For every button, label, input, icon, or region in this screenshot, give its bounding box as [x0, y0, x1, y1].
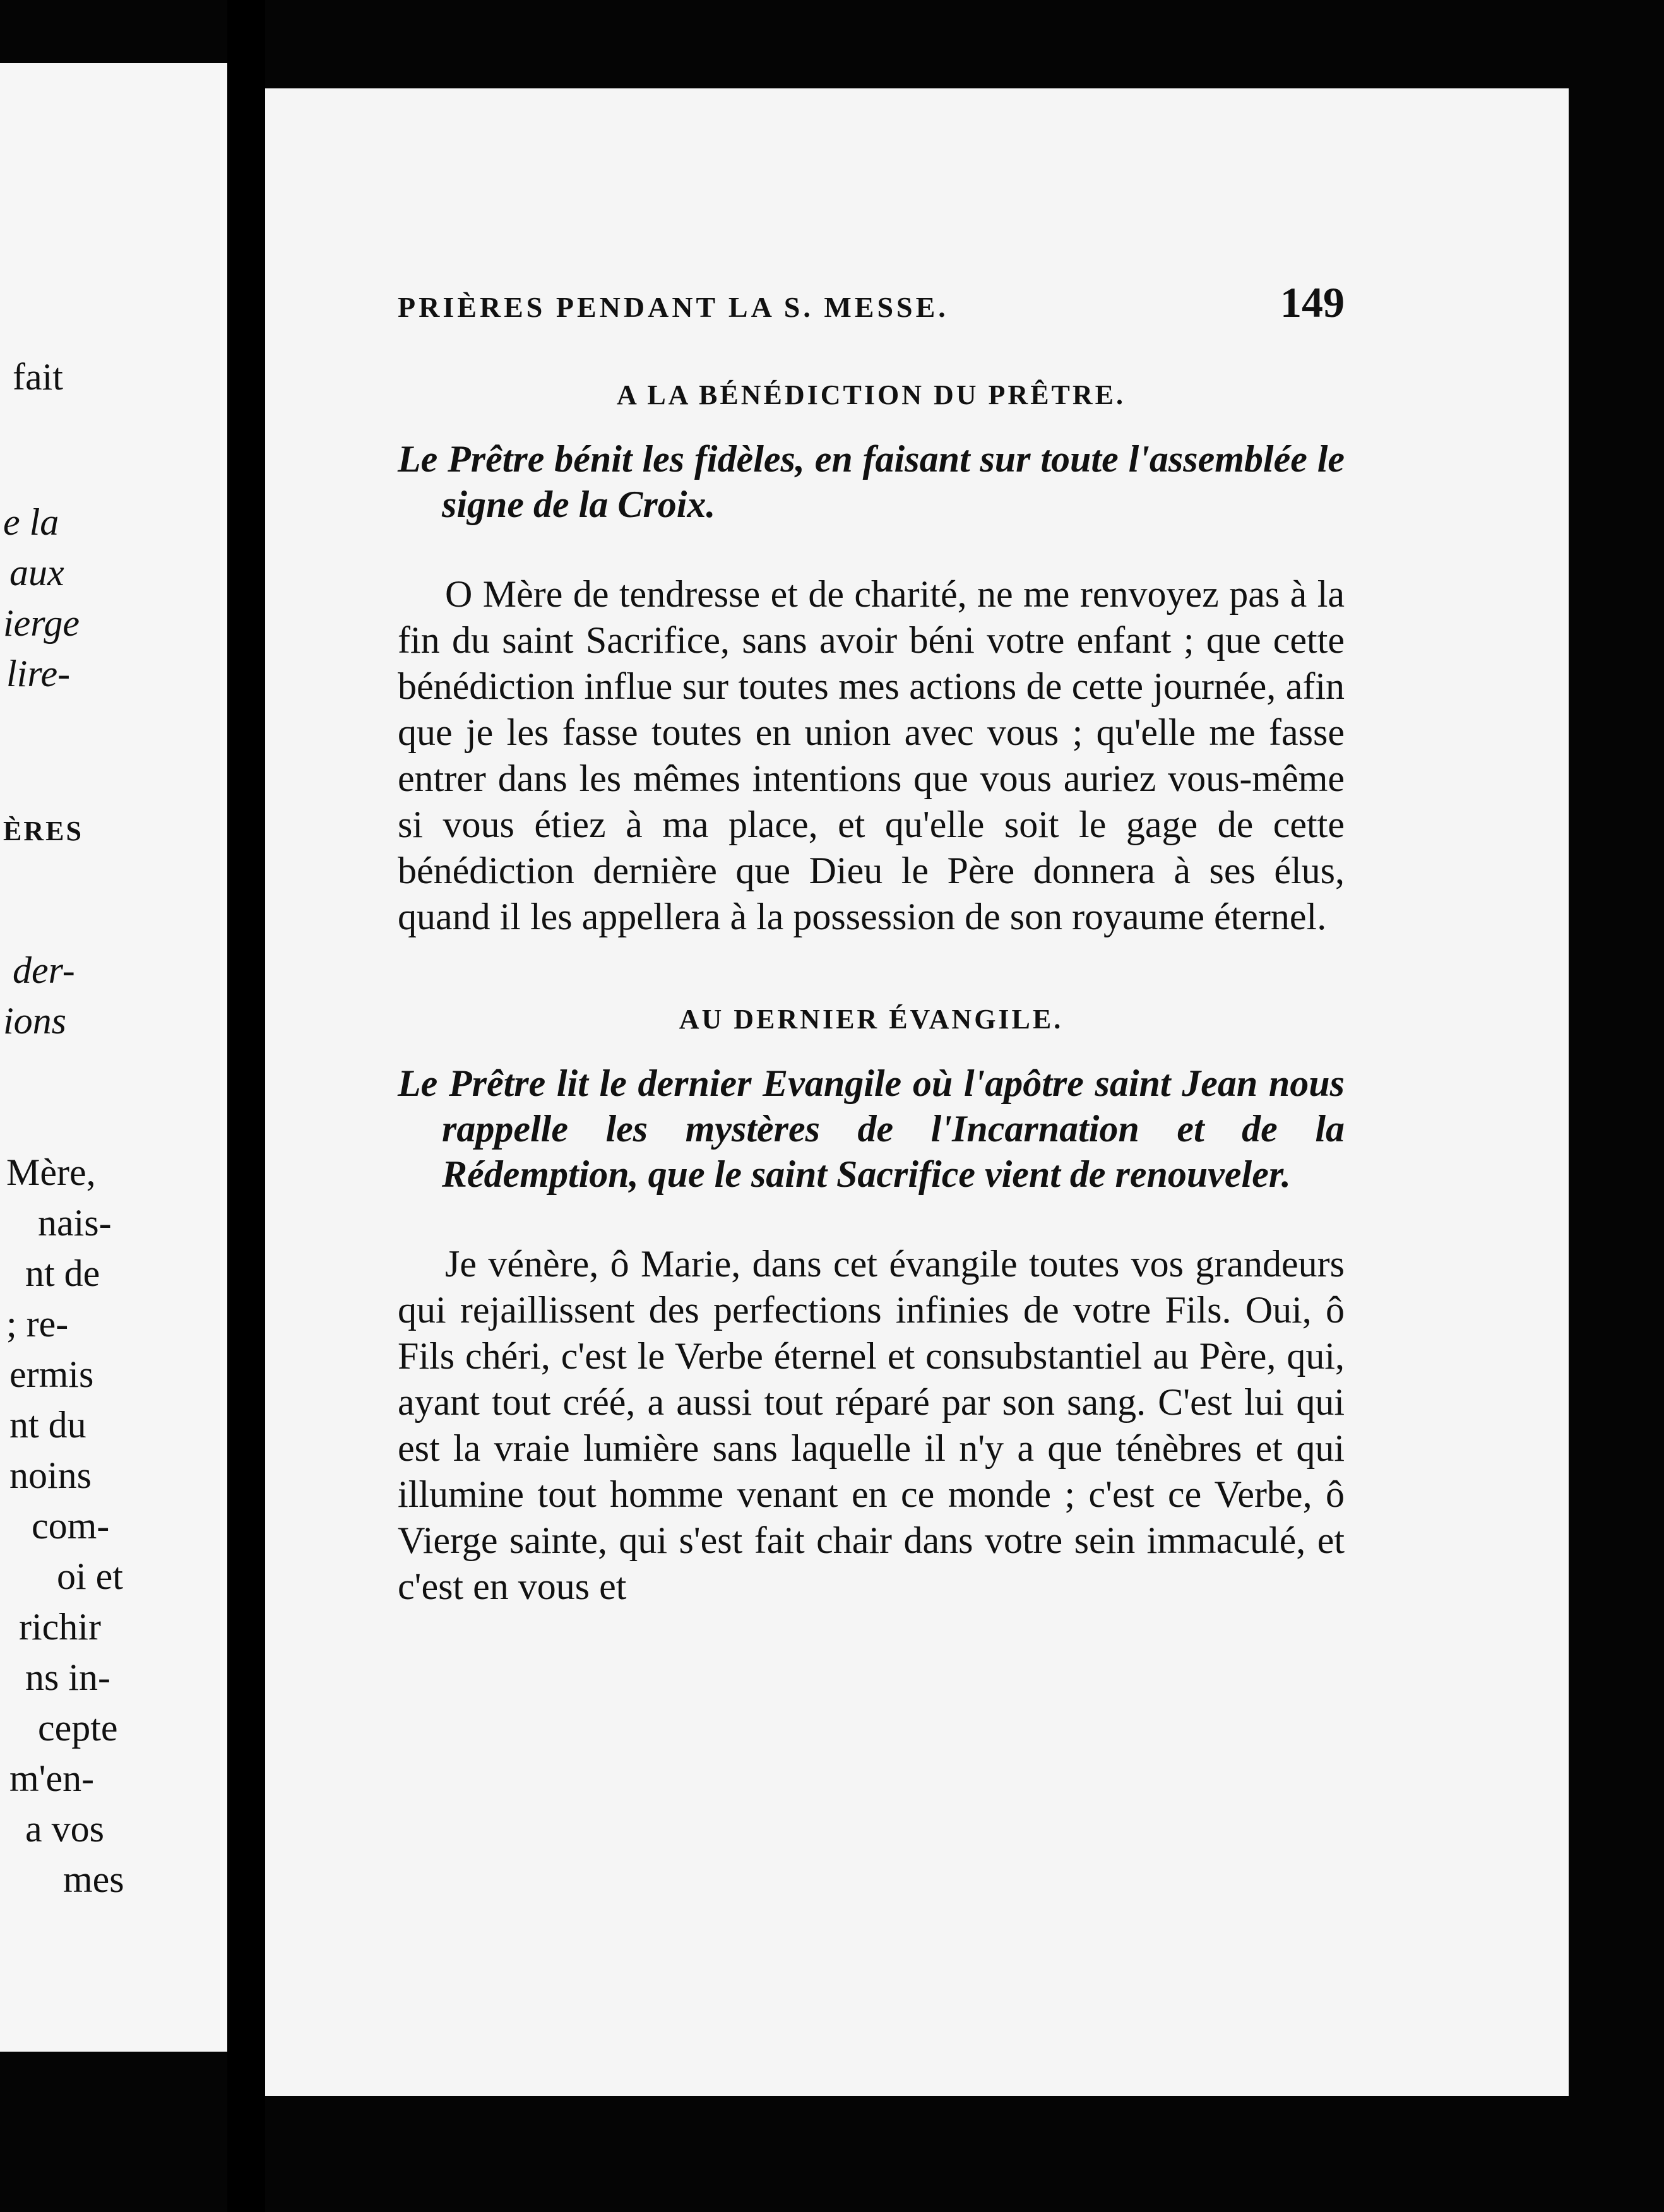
facing-page-fragment: ns in- — [25, 1656, 110, 1698]
facing-page-fragment: ierge — [3, 602, 80, 644]
facing-page-fragment: cepte — [38, 1707, 118, 1749]
facing-page-fragment: lire- — [6, 653, 71, 694]
section-title: AU DERNIER ÉVANGILE. — [679, 1004, 1064, 1035]
facing-page-fragment: der- — [13, 949, 75, 991]
facing-page-fragment: a vos — [25, 1808, 104, 1850]
facing-page-fragment: mes — [63, 1858, 124, 1900]
rubric-text: Le Prêtre lit le dernier Evangile où l'apôtre saint Jean nous rappelle les mystères de l'Incarnation et de la Rédemption, que le saint Sacrifice vient de renouveler. — [398, 1062, 1345, 1195]
running-head — [398, 278, 1345, 354]
facing-page-fragment: richir — [19, 1606, 101, 1648]
section-title: A LA BÉNÉDICTION DU PRÊTRE. — [616, 379, 1126, 410]
facing-page-fragment: ÈRES — [3, 816, 83, 847]
facing-page-fragment: e la — [3, 501, 59, 543]
prayer-paragraph: Je vénère, ô Marie, dans cet évangile toutes vos grandeurs qui rejaillissent des perfections infinies de votre Fils. Oui, ô Fils chéri, c'est le Verbe éternel et consubstantiel au Père, qui, ayant tout créé, a aussi tout réparé par son sang. C'est lui qui est la vraie lumière sans laquelle il n'y a que ténèbres et qui illumine tout homme venant en ce monde ; c'est ce Verbe, ô Vierge sainte, qui s'est fait chair dans votre sein immaculé, et c'est en vous et — [398, 1243, 1345, 1607]
prayer-paragraph: O Mère de tendresse et de charité, ne me renvoyez pas à la fin du saint Sacrifice, sans avoir béni votre enfant ; que cette bénédiction influe sur toutes mes actions de cette journée, afin que je les fasse toutes en union avec vous ; qu'elle me fasse entrer dans les mêmes intentions que vous auriez vous-même si vous étiez à ma place, et qu'elle soit le gage de cette bénédiction dernière que Dieu le Père donnera à ses élus, quand il les appellera à la possession de son royaume éternel. — [398, 573, 1345, 937]
facing-page-fragment: Mère, — [6, 1151, 96, 1193]
facing-page-fragment: nt de — [25, 1252, 100, 1294]
facing-page-fragment: nt du — [9, 1404, 86, 1446]
facing-page-fragment: ermis — [9, 1353, 94, 1395]
page-number: 149 — [1280, 278, 1345, 326]
facing-page-fragment: fait — [13, 356, 63, 398]
rubric-text: Le Prêtre bénit les fidèles, en faisant sur toute l'assemblée le signe de la Croix. — [398, 438, 1345, 525]
facing-page-fragment: oi et — [57, 1555, 123, 1597]
facing-page-fragment: noins — [9, 1454, 92, 1496]
book-gutter — [227, 0, 265, 2212]
running-head-title: PRIÈRES PENDANT LA S. MESSE. — [398, 291, 949, 323]
page-text — [398, 278, 1345, 1610]
facing-page-fragment: ions — [3, 1000, 67, 1042]
facing-page-fragment: m'en- — [9, 1757, 95, 1799]
facing-page-edge — [0, 63, 227, 2052]
facing-page-fragment: ; re- — [6, 1303, 69, 1345]
facing-page-fragment: aux — [9, 552, 64, 593]
facing-page-fragment: nais- — [38, 1202, 112, 1244]
facing-page-fragment: com- — [32, 1505, 110, 1547]
book-page — [265, 88, 1569, 2096]
